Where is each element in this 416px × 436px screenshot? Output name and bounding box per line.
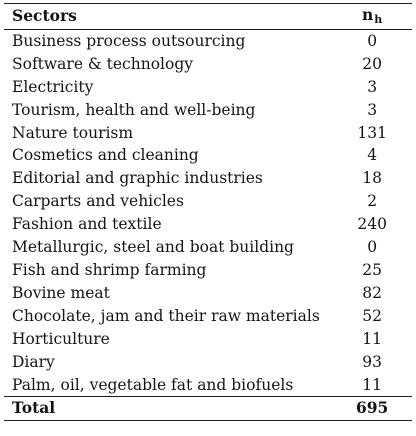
count-cell: 4 xyxy=(367,146,378,165)
total-count: 695 xyxy=(332,397,412,421)
count-column-header-subscript: h xyxy=(374,13,383,26)
table-row xyxy=(4,190,412,213)
count-cell: 2 xyxy=(367,192,378,211)
count-cell: 82 xyxy=(362,283,383,302)
table-row xyxy=(4,122,412,145)
count-column-header-symbol: n xyxy=(362,5,374,24)
total-label: Total xyxy=(4,397,332,421)
table-row xyxy=(4,351,412,374)
sector-cell: Business process outsourcing xyxy=(12,31,246,50)
count-column-header xyxy=(332,4,412,30)
sector-cell: Electricity xyxy=(12,77,94,96)
sectors-column-header: Sectors xyxy=(4,4,332,30)
count-cell: 93 xyxy=(362,352,383,371)
table-row xyxy=(4,305,412,328)
count-cell: 0 xyxy=(367,31,378,50)
count-cell: 20 xyxy=(362,54,383,73)
sector-cell: Tourism, health and well-being xyxy=(12,100,256,119)
sector-cell: Fish and shrimp farming xyxy=(12,260,207,279)
sector-cell: Chocolate, jam and their raw materials xyxy=(12,306,320,325)
table-row xyxy=(4,259,412,282)
table-body xyxy=(4,29,412,421)
sector-cell: Cosmetics and cleaning xyxy=(12,146,199,165)
sector-cell: Horticulture xyxy=(12,329,110,348)
total-row xyxy=(4,397,412,421)
table-row xyxy=(4,99,412,122)
sector-cell: Bovine meat xyxy=(12,283,110,302)
table-row xyxy=(4,236,412,259)
sector-cell: Diary xyxy=(12,352,55,371)
count-cell: 0 xyxy=(367,238,378,257)
sector-cell: Carparts and vehicles xyxy=(12,192,184,211)
count-cell: 240 xyxy=(357,215,387,234)
table-row xyxy=(4,328,412,351)
sector-cell: Palm, oil, vegetable fat and biofuels xyxy=(12,375,294,394)
table-row xyxy=(4,29,412,52)
count-cell: 3 xyxy=(367,77,378,96)
table-row xyxy=(4,76,412,99)
sector-cell: Software & technology xyxy=(12,54,194,73)
sector-cell: Nature tourism xyxy=(12,123,134,142)
sectors-table xyxy=(4,3,412,421)
sector-cell: Metallurgic, steel and boat building xyxy=(12,238,294,257)
table-header-row xyxy=(4,4,412,30)
sectors-table-container xyxy=(4,3,412,421)
count-cell: 52 xyxy=(362,306,383,325)
count-cell: 11 xyxy=(362,329,383,348)
count-cell: 131 xyxy=(357,123,387,142)
count-cell: 25 xyxy=(362,260,383,279)
table-row xyxy=(4,144,412,167)
table-row xyxy=(4,213,412,236)
sector-cell: Fashion and textile xyxy=(12,215,162,234)
sector-cell: Editorial and graphic industries xyxy=(12,169,263,188)
count-cell: 18 xyxy=(362,169,383,188)
table-row xyxy=(4,167,412,190)
table-row xyxy=(4,282,412,305)
table-row xyxy=(4,374,412,397)
count-cell: 3 xyxy=(367,100,378,119)
table-row xyxy=(4,53,412,76)
count-cell: 11 xyxy=(362,375,383,394)
